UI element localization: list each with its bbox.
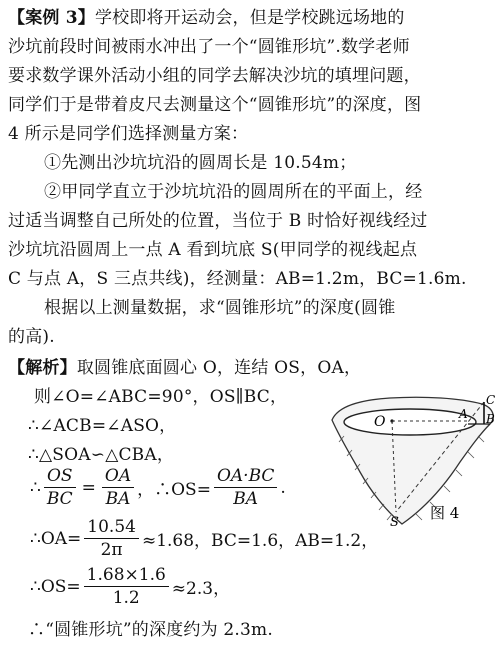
os-lead: ，∴OS= [137,480,211,500]
step-1: ①先测出沙坑坑沿的圆周长是 10.54m； [44,153,357,173]
step-2-line-c: 沙坑坑沿圆周上一点 A 看到坑底 S(甲同学的视线起点 [8,240,418,260]
label-a: A [459,407,468,421]
fraction-oabc-ba: $\frac{OA\cdot BC}{BA}$ [214,466,277,509]
step-2-line-d: C 与点 A，S 三点共线)，经测量：AB=1.2m，BC=1.6m. [8,269,467,289]
solution-line-1 [8,356,361,380]
problem-line-3: 要求数学课外活动小组的同学去解决沙坑的填埋问题， [8,66,421,86]
case-tag: 【案例 3】 [8,8,95,28]
solution-line-4: ∴△SOA∽△CBA， [28,445,175,465]
solution-line-2: 则∠O=∠ABC=90°，OS∥BC， [34,387,288,407]
os-lead-result: ∴OS= [30,576,81,597]
solution-text: 取圆锥底面圆心 O，连结 OS，OA， [76,358,362,378]
problem-line-5: 4 所示是同学们选择测量方案： [8,124,249,144]
solution-line-3: ∴∠ACB=∠ASO， [28,416,177,436]
oa-tail: ≈1.68，BC=1.6，AB=1.2， [141,531,379,551]
equals-sign: = [81,477,96,498]
fraction-oa-ba: $\frac{OA}{BA}$ [102,466,134,509]
problem-line-4: 同学们于是带着皮尺去测量这个“圆锥形坑”的深度，图 [8,95,422,115]
os-equation [30,565,230,608]
fraction-os-bc: $\frac{OS}{BC}$ [44,466,76,509]
therefore-symbol: ∴ [30,477,41,498]
question-line-b: 的高). [8,327,55,347]
cone-pit-figure [330,390,498,550]
figure-caption: 图 4 [430,504,460,522]
problem-line-1 [8,6,405,30]
label-o: O [374,414,386,430]
conclusion-line: ∴“圆锥形坑”的深度约为 2.3m. [28,620,273,640]
problem-text: 学校即将开运动会，但是学校跳远场地的 [94,8,405,28]
question-line-a: 根据以上测量数据，求“圆锥形坑”的深度(圆锥 [44,298,396,318]
fraction-os-value: $\frac{1.68\times 1.6}{1.2}$ [84,565,169,608]
problem-line-2: 沙坑前段时间被雨水冲出了一个“圆锥形坑”.数学老师 [8,37,410,57]
fraction-circumference: $\frac{10.54}{2\pi}$ [84,517,139,560]
period: . [280,477,286,498]
step-2-line-a: ②甲同学直立于沙坑坑沿的圆周所在的平面上，经 [44,182,423,202]
rim-ellipse [344,409,476,435]
os-tail: ≈2.3， [171,579,231,599]
step-2-line-b: 过适当调整自己所处的位置，当位于 B 时恰好视线经过 [8,211,428,231]
ratio-equation [30,466,286,509]
label-b: B [486,412,495,426]
solution-tag: 【解析】 [8,358,77,378]
label-s: S [390,515,399,530]
oa-equation [30,517,378,560]
label-c: C [486,393,496,407]
oa-lead: ∴OA= [30,528,82,549]
